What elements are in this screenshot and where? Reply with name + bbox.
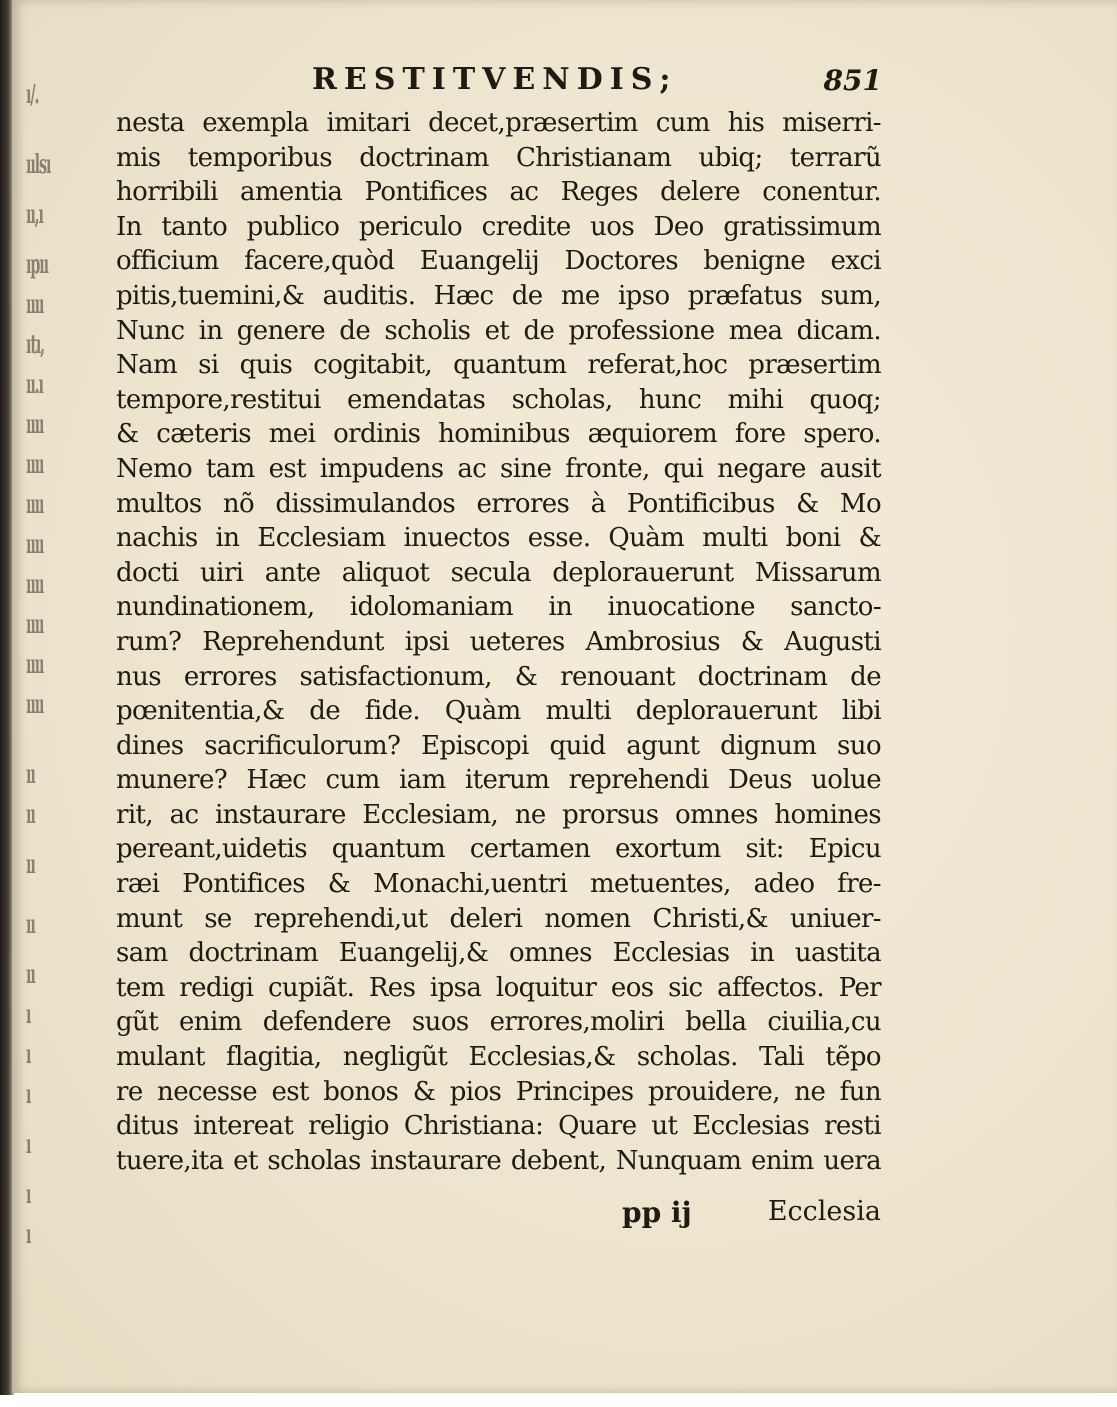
text-line: ditus intereat religio Christiana: Quare ut Ecclesias resti <box>116 1111 881 1142</box>
text-line: nundinationem, idolomaniam in inuocatione sancto- <box>116 592 881 623</box>
text-line: mis temporibus doctrinam Christianam ubiq; terrarũ <box>116 142 881 173</box>
text-line: officium facere,quòd Euangelij Doctores benigne exci <box>116 246 881 277</box>
text-line: & cæteris mei ordinis hominibus æquiorem fore spero. <box>116 419 881 450</box>
text-line: munt se reprehendi,ut deleri nomen Christi,& uniuer- <box>116 903 881 934</box>
body-text <box>116 106 881 1178</box>
running-title: RESTITVENDIS; <box>312 62 678 97</box>
text-line: docti uiri ante aliquot secula deplorauerunt Missarum <box>116 557 881 588</box>
text-line: munere? Hæc cum iam iterum reprehendi Deus uolue <box>116 765 881 796</box>
text-line: nus errores satisfactionum, & renouant doctrinam de <box>116 661 881 692</box>
text-line: re necesse est bonos & pios Principes prouidere, ne fun <box>116 1076 881 1107</box>
text-line: pitis,tuemini,& auditis. Hæc de me ipso præfatus sum, <box>116 280 881 311</box>
text-line: Nam si quis cogitabit, quantum referat,hoc præsertim <box>116 350 881 381</box>
text-line: tempore,restitui emendatas scholas, hunc mihi quoq; <box>116 384 881 415</box>
text-line: mulant flagitia, negligũt Ecclesias,& scholas. Tali tẽpo <box>116 1042 881 1073</box>
facing-page-bleed-through: ı/. ıılsı ıı,ı ıpıı ıııı ıtı, ıı.ı ıııı ıııı ıııı ıııı ıııı ıııı ıııı ıııı ıı ıı ıı ıı ıı ı ı ı ı ı ı <box>26 80 51 1250</box>
page-footer <box>116 1196 881 1236</box>
book-page <box>12 0 1117 1393</box>
text-line: dines sacrificulorum? Episcopi quid agunt dignum suo <box>116 730 881 761</box>
text-line: Nunc in genere de scholis et de professione mea dicam. <box>116 315 881 346</box>
text-line: In tanto publico periculo credite uos Deo gratissimum <box>116 211 881 242</box>
text-line: sam doctrinam Euangelij,& omnes Ecclesias in uastita <box>116 938 881 969</box>
text-line: ræi Pontifices & Monachi,uentri metuentes, adeo fre- <box>116 869 881 900</box>
signature-mark: pp ij <box>622 1196 692 1229</box>
text-line: horribili amentia Pontifices ac Reges delere conentur. <box>116 177 881 208</box>
text-line: rum? Reprehendunt ipsi ueteres Ambrosius & Augusti <box>116 626 881 657</box>
text-line: pœnitentia,& de fide. Quàm multi deplorauerunt libi <box>116 696 881 727</box>
text-line: gũt enim defendere suos errores,moliri bella ciuilia,cu <box>116 1007 881 1038</box>
text-line: multos nõ dissimulandos errores à Pontificibus & Mo <box>116 488 881 519</box>
text-line: Nemo tam est impudens ac sine fronte, qui negare ausit <box>116 453 881 484</box>
text-line: tuere,ita et scholas instaurare debent, Nunquam enim uera <box>116 1145 881 1176</box>
text-line: pereant,uidetis quantum certamen exortum sit: Epicu <box>116 834 881 865</box>
page-header <box>312 62 882 102</box>
text-line: nachis in Ecclesiam inuectos esse. Quàm multi boni & <box>116 523 881 554</box>
catchword: Ecclesia <box>767 1196 881 1227</box>
folio-number: 851 <box>823 64 882 97</box>
text-line: tem redigi cupiãt. Res ipsa loquitur eos sic affectos. Per <box>116 972 881 1003</box>
text-line: nesta exempla imitari decet,præsertim cum his miserri- <box>116 108 881 138</box>
text-line: rit, ac instaurare Ecclesiam, ne prorsus omnes homines <box>116 799 881 830</box>
